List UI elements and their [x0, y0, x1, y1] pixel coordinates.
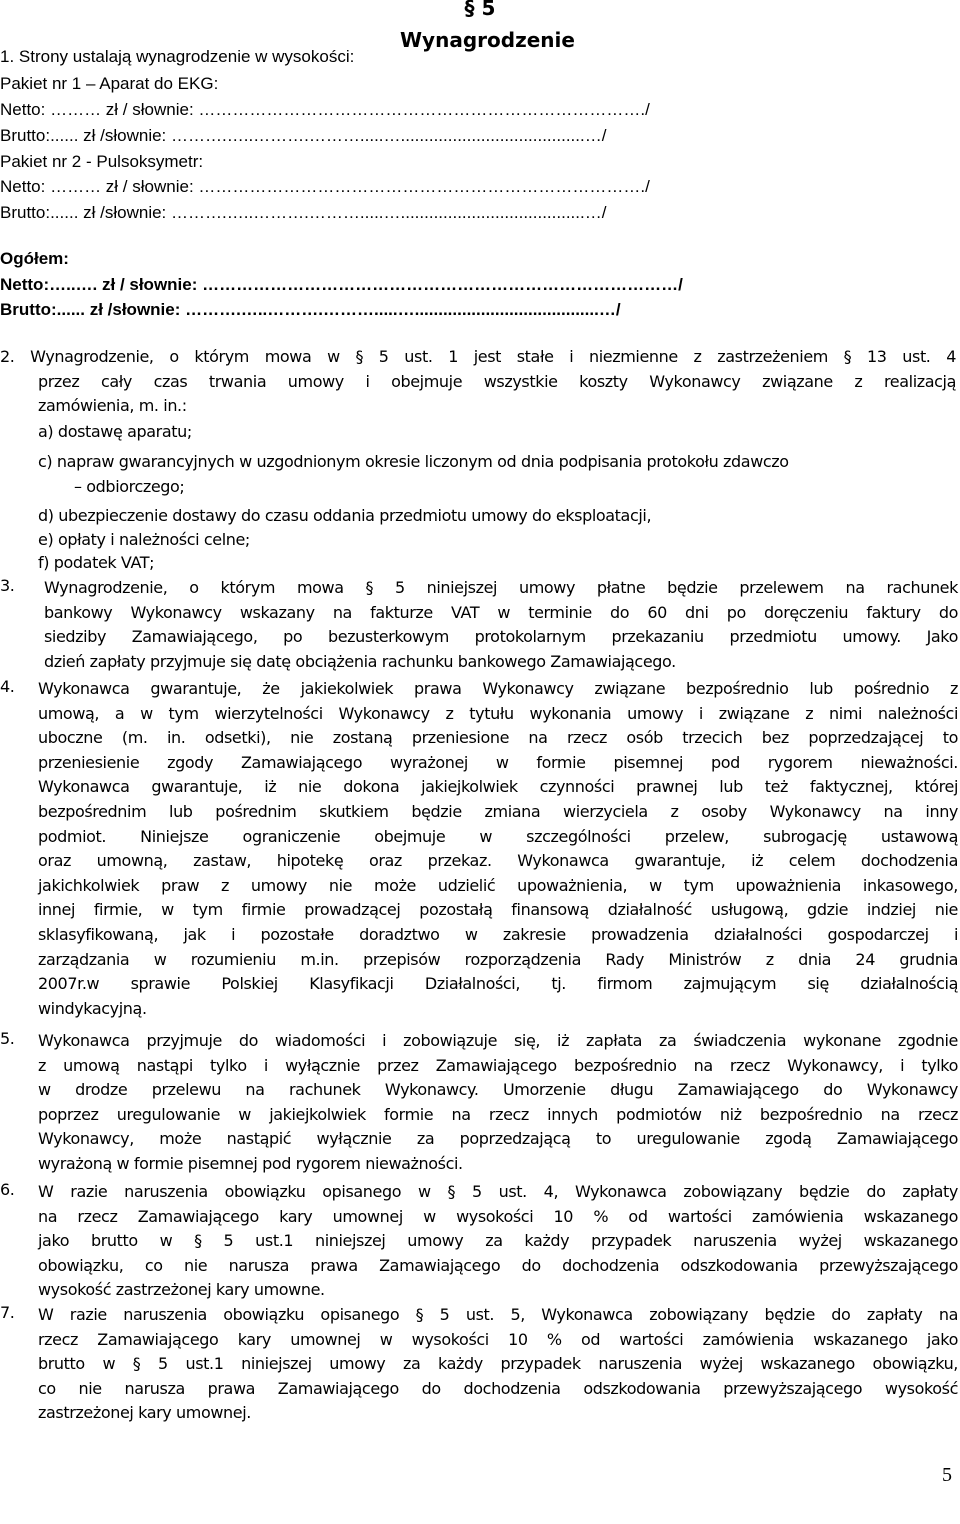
p5-line: Wykonawcy, może nastąpić wyłącznie za poprzedzającą to uregulowanie zgodą Zamawiającego — [38, 1129, 958, 1149]
p3-line: Wynagrodzenie, o którym mowa § 5 niniejszej umowy płatne będzie przelewem na rachunek — [44, 578, 958, 597]
package1-gross: Brutto:...... zł /słownie: ……….…..……….……….....….......................................…/ — [0, 126, 607, 145]
paragraph-3 — [0, 576, 960, 676]
p3-number: 3. — [0, 576, 15, 595]
p5-line: wyrażoną w formie pisemnej pod rygorem nieważności. — [38, 1153, 463, 1173]
p7-number: 7. — [0, 1303, 15, 1322]
p2-line-3: zamówienia, m. in.: — [38, 396, 187, 415]
p3-body — [44, 576, 958, 674]
p4-line: podmiot. Niniejsze ograniczenie obejmuje w szczególności przelew, subrogację ustawową — [38, 826, 958, 846]
p7-line: zastrzeżonej kary umownej. — [38, 1403, 251, 1423]
paragraph-7 — [0, 1303, 960, 1433]
p5-line: poprzez uregulowanie w jakiejkolwiek formie na rzecz innych podmiotów niż bezpośrednio na rzecz — [38, 1104, 958, 1124]
p4-line: zarządzania w rozumieniu m.in. przepisów rozporządzenia Rady Ministrów z dnia 24 grudnia — [38, 949, 958, 969]
p4-line: oraz umowną, zastaw, hipotekę oraz przekaz. Wykonawca gwarantuje, iż celem dochodzenia — [38, 851, 958, 871]
p2-item-f: f) podatek VAT; — [38, 553, 155, 572]
p7-line: brutto w § 5 ust.1 niniejszej umowy za każdy przypadek naruszenia wyżej wskazanego obowiązku, — [38, 1354, 958, 1374]
p7-line: W razie naruszenia obowiązku opisanego § 5 ust. 5, Wykonawca zobowiązany będzie do zapłaty na — [38, 1305, 958, 1324]
p4-line: umową, a w tym wierzytelności Wykonawcy z tytułu wykonania umowy i związane z nimi należności — [38, 703, 958, 723]
p6-line: obowiązku, co nie narusza prawa Zamawiającego do dochodzenia odszkodowania przewyższającego — [38, 1255, 958, 1275]
intro-line: 1. Strony ustalają wynagrodzenie w wysokości: — [0, 47, 355, 66]
paragraph-5 — [0, 1029, 960, 1184]
package2-net: Netto: ……… zł / słownie: ……………………………………………………………………./ — [0, 177, 650, 196]
p6-number: 6. — [0, 1180, 15, 1199]
p4-line: 2007r.w sprawie Polskiej Klasyfikacji Działalności, tj. firmom zajmującym się działalnością — [38, 974, 958, 994]
p4-line: przeniesienie zgody Zamawiającego wyrażonej w formie pisemnej pod rygorem nieważności. — [38, 752, 958, 772]
package1-label: Pakiet nr 1 – Aparat do EKG: — [0, 74, 219, 93]
p6-line: jako brutto w § 5 ust.1 niniejszej umowy za każdy przypadek naruszenia wyżej wskazanego — [38, 1231, 958, 1251]
p6-line: wysokość zastrzeżonej kary umowne. — [38, 1280, 325, 1300]
total-net: Netto:…..…. zł / słownie: …………………………………………………………………………/ — [0, 275, 683, 294]
p5-line: w drodze przelewu na rachunek Wykonawcy. Umorzenie długu Zamawiającego do Wykonawcy — [38, 1080, 958, 1100]
package2-label: Pakiet nr 2 - Pulsoksymetr: — [0, 152, 204, 171]
p4-line: sklasyfikowaną, jak i pozostałe doradztwo w zakresie prowadzenia działalności gospodarczej i — [38, 924, 958, 944]
section-header — [400, 0, 575, 52]
package1-net: Netto: ……… zł / słownie: ……………………………………………………………………./ — [0, 100, 650, 119]
p6-line: na rzecz Zamawiającego kary umownej w wysokości 10 % od wartości zamówienia wskazanego — [38, 1206, 958, 1226]
p5-number: 5. — [0, 1029, 15, 1048]
p6-body — [38, 1180, 958, 1303]
p5-body — [38, 1029, 958, 1177]
package2-gross: Brutto:...... zł /słownie: ……….…..……….……….....….......................................…/ — [0, 203, 607, 222]
page-number: 5 — [942, 1464, 952, 1486]
p5-line: Wykonawca przyjmuje do wiadomości i zobowiązuje się, iż zapłata za świadczenia wykonane zgodnie — [38, 1031, 958, 1050]
p7-line: co nie narusza prawa Zamawiającego do dochodzenia odszkodowania przewyższającego wysokość — [38, 1378, 958, 1398]
paragraph-6 — [0, 1180, 960, 1310]
p2-item-a: a) dostawę aparatu; — [38, 422, 192, 441]
p4-line: windykacyjną. — [38, 998, 147, 1018]
p5-line: z umową nastąpi tylko i wyłącznie przez Zamawiającego bezpośrednio na rzecz Wykonawcy, i tylko — [38, 1055, 958, 1075]
p2-item-e: e) opłaty i należności celne; — [38, 530, 250, 549]
p3-line: dzień zapłaty przyjmuje się datę obciążenia rachunku bankowego Zamawiającego. — [44, 651, 676, 671]
total-gross: Brutto:...... zł /słownie: ……….…..……….……….....….......................................…/ — [0, 300, 621, 319]
p6-line: W razie naruszenia obowiązku opisanego w § 5 ust. 4, Wykonawca zobowiązany będzie do zapłaty — [38, 1182, 958, 1201]
p4-line: jakichkolwiek praw z umowy nie może udzielić upoważnienia, w tym upoważnienia inkasowego, — [38, 875, 958, 895]
p2-line-1: 2. Wynagrodzenie, o którym mowa w § 5 ust. 1 jest stałe i niezmienne z zastrzeżeniem § 13 ust. 4 — [0, 347, 956, 366]
p2-item-c: c) napraw gwarancyjnych w uzgodnionym okresie liczonym od dnia podpisania protokołu zdawczo — [38, 452, 789, 471]
p2-item-c-cont: – odbiorczego; — [74, 477, 185, 496]
p4-line: uboczne (m. in. odsetki), nie zostaną przeniesione na rzecz osób trzecich bez poprzedzającej to — [38, 728, 958, 748]
total-label: Ogółem: — [0, 249, 69, 268]
p4-line: Wykonawca gwarantuje, że jakiekolwiek prawa Wykonawcy związane bezpośrednio lub pośrednio z — [38, 679, 958, 698]
p4-line: Wykonawca gwarantuje, iż nie dokona jakiejkolwiek czynności prawnej lub też faktycznej, której — [38, 777, 958, 797]
p3-line: siedziby Zamawiającego, po bezusterkowym protokolarnym przekazaniu przedmiotu umowy. Jako — [44, 627, 958, 647]
paragraph-4 — [0, 677, 960, 1027]
p4-line: bezpośrednim lub pośrednim skutkiem będzie zmiana wierzyciela z osoby Wykonawcy na inny — [38, 801, 958, 821]
section-number: § 5 — [400, 0, 560, 20]
p2-line-2: przez cały czas trwania umowy i obejmuje wszystkie koszty Wykonawcy związane z realizacją — [38, 372, 956, 391]
section-symbol: § — [464, 0, 475, 20]
p7-line: rzecz Zamawiającego kary umownej w wysokości 10 % od wartości zamówienia wskazanego jako — [38, 1329, 958, 1349]
section-title: Wynagrodzenie — [400, 28, 575, 52]
p2-item-d: d) ubezpieczenie dostawy do czasu oddania przedmiotu umowy do eksploatacji, — [38, 506, 652, 525]
p4-line: innej firmie, w tym firmie prowadzącej pozostałą finansową działalność usługową, gdzie indziej nie — [38, 900, 958, 920]
p4-body — [38, 677, 958, 1021]
p7-body — [38, 1303, 958, 1426]
p3-line: bankowy Wykonawcy wskazany na fakturze VAT w terminie do 60 dni po doręczeniu faktury do — [44, 602, 958, 622]
p4-number: 4. — [0, 677, 15, 696]
